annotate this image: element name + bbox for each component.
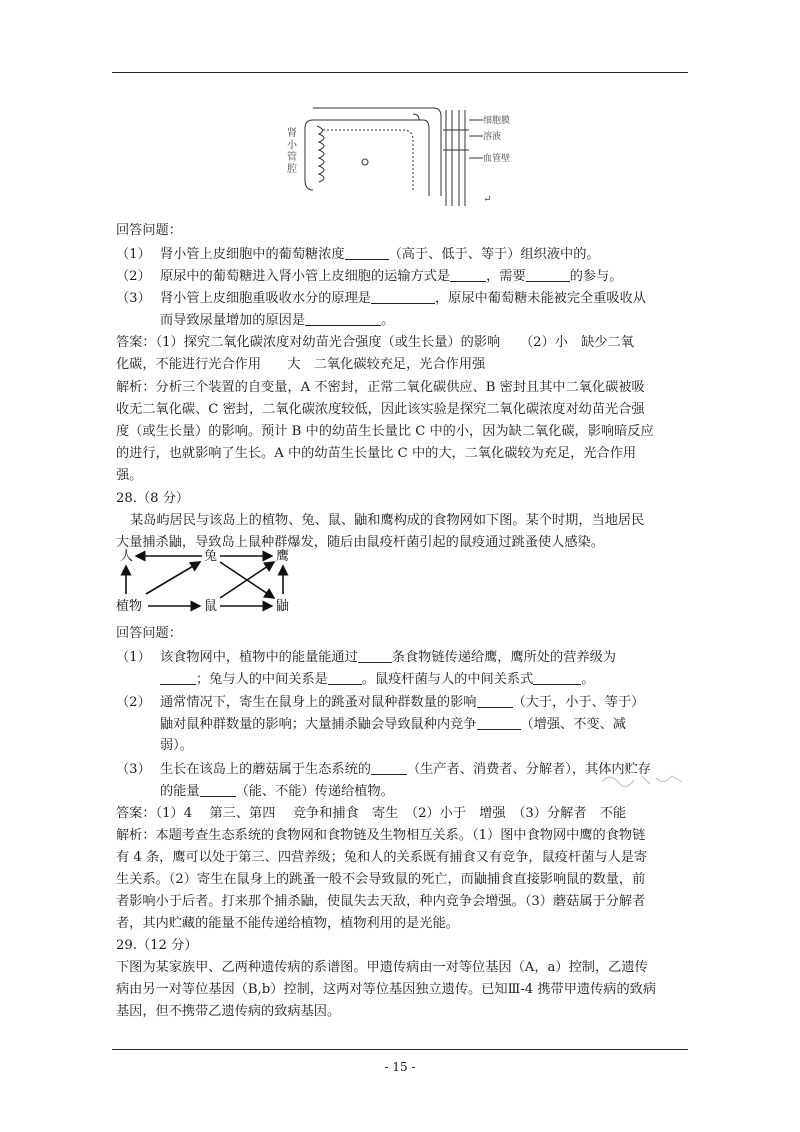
q27-item-1-text-b: （高于、低于、等于）组织液中的。: [388, 247, 600, 262]
q27-item-2-text-a: 原尿中的葡萄糖进入肾小管上皮细胞的运输方式是: [160, 269, 451, 284]
q28-blank-6[interactable]: [477, 715, 521, 730]
q28-item-2-text-a: 通常情况下，寄生在鼠身上的跳蚤对鼠种群数量的影响: [160, 695, 477, 710]
q29-header: 29.（12 分）: [116, 938, 198, 953]
figure-label-left-3: 腔: [287, 164, 297, 175]
q28-blank-3[interactable]: [328, 670, 362, 685]
q28-item-2: [116, 693, 644, 712]
q27-item-2: [116, 267, 622, 286]
q29-line-1: 下图为某家族甲、乙两种遗传病的系谱图。甲遗传病由一对等位基因（A，a）控制，乙遗传: [116, 960, 648, 975]
figure-label-right-1: 溶液: [483, 132, 502, 142]
page-number: - 15 -: [384, 1060, 416, 1074]
q28-item-3: [116, 760, 651, 779]
q28-item-1-text-a: 该食物网中，植物中的能量能通过: [160, 650, 358, 665]
q27-item-3: [116, 289, 646, 308]
q27-item-2-text-c: 的参与。: [569, 269, 623, 284]
q27-item-1-text-a: 肾小管上皮细胞中的葡萄糖浓度: [160, 247, 345, 262]
q28-item-1-number: （1）: [116, 650, 151, 665]
q29-line-3: 基因，但不携带乙遗传病的致病基因。: [116, 1004, 341, 1019]
figure-label-left-1: 小: [287, 140, 297, 151]
q28-item-1-text-c: ；兔与人的中间关系是: [196, 672, 328, 687]
q27-item-2-text-b: ，需要: [486, 269, 526, 284]
q27-item-3-text-d: 。: [381, 313, 395, 328]
q27-blank-2[interactable]: [450, 267, 486, 282]
q28-item-3-text-d: （能、不能）传递给植物。: [235, 784, 394, 799]
kidney-tubule-figure: [283, 100, 523, 210]
watermark-scribble: [598, 768, 688, 790]
food-web-figure: [116, 548, 306, 616]
q27-analysis-line-4: 的进行，也就影响了生长。A 中的幼苗生长量比 C 中的大，二氧化碳较为充足，光合作用: [116, 446, 637, 461]
q28-intro-line-2: 大量捕杀鼬，导致岛上鼠种群爆发，随后由鼠疫杆菌引起的鼠疫通过跳蚤使人感染。: [116, 535, 604, 550]
q28-item-1-cont: [160, 670, 595, 689]
q28-item-2-text-d: （增强、不变、减: [520, 717, 626, 732]
q28-prompt: 回答问题：: [116, 626, 182, 641]
q28-answer: 答案：（1）4 第三、第四 竞争和捕食 寄生 （2）小于 增强 （3）分解者 不能: [116, 806, 627, 821]
food-web-ren: 人: [120, 549, 134, 564]
q27-item-3-text-c: 而导致尿量增加的原因是: [160, 313, 306, 328]
q28-header: 28.（8 分）: [116, 491, 190, 506]
q28-analysis-line-1: 解析：本题考查生态系统的食物网和食物链及生物相互关系。（1）图中食物网中鹰的食物链: [116, 828, 646, 843]
food-web-ying: 鹰: [276, 549, 290, 564]
q28-item-2-cont: [160, 715, 626, 734]
q27-item-3-number: （3）: [116, 291, 151, 306]
q27-item-3-text-b: ，原尿中葡萄糖未能被完全重吸收从: [435, 291, 646, 306]
footer-rule: [112, 1049, 688, 1050]
q28-analysis-line-2: 有 4 条，鹰可以处于第三、四营养级；兔和人的关系既有捕食又有竞争，鼠疫杆菌与人是寄: [116, 850, 648, 865]
q28-analysis-line-4: 者影响小于后者。打来那个捕杀鼬，使鼠失去天敌，种内竞争会增强。（3）蘑菇属于分解者: [116, 894, 646, 909]
q28-item-2-end: 弱）。: [160, 738, 193, 753]
q28-blank-7[interactable]: [371, 760, 407, 775]
figure-label-left-2: 管: [287, 152, 297, 163]
food-web-shu: 鼠: [204, 599, 218, 614]
q28-item-3-text-b: （生产者、消费者、分解者），其体内贮存: [407, 762, 651, 777]
q28-blank-2[interactable]: [160, 670, 196, 685]
q28-item-3-text-a: 生长在该岛上的蘑菇属于生态系统的: [160, 762, 371, 777]
q29-line-2: 病由另一对等位基因（B,b）控制，这两对等位基因独立遗传。已知Ⅲ-4 携带甲遗传病的致病: [116, 982, 657, 997]
figure-label-right-0: 细胞膜: [483, 116, 511, 126]
q27-analysis-line-2: 收无二氧化碳、C 密封，二氧化碳浓度较低，因此该实验是探究二氧化碳浓度对幼苗光合强: [116, 402, 645, 417]
q27-blank-1[interactable]: [345, 245, 389, 260]
q28-analysis-line-3: 生关系。（2）寄生在鼠身上的跳蚤一般不会导致鼠的死亡，而鼬捕食直接影响鼠的数量，前: [116, 872, 646, 887]
q28-blank-5[interactable]: [477, 693, 513, 708]
q28-item-3-number: （3）: [116, 762, 151, 777]
return-mark-icon: ↵: [483, 194, 492, 205]
q27-prompt: 回答问题：: [116, 223, 182, 238]
q27-item-2-number: （2）: [116, 269, 151, 284]
q28-item-2-number: （2）: [116, 695, 151, 710]
q28-item-1-text-b: 条食物链传递给鹰，鹰所处的营养级为: [391, 650, 616, 665]
q28-item-1-text-d: 。鼠疫杆菌与人的中间关系式: [361, 672, 534, 687]
q28-analysis-line-5: 者，其内贮藏的能量不能传递给植物，植物利用的是光能。: [116, 916, 459, 931]
q28-item-3-text-c: 的能量: [160, 784, 200, 799]
q27-blank-5[interactable]: [305, 311, 381, 326]
food-web-tu: 兔: [204, 549, 218, 564]
q28-intro-line-1: 某岛屿居民与该岛上的植物、兔、鼠、鼬和鹰构成的食物网如下图。某个时期，当地居民: [130, 513, 645, 528]
q27-item-1: [116, 245, 600, 264]
q27-analysis-line-5: 强。: [116, 468, 143, 483]
q28-item-1-text-e: 。: [581, 672, 595, 687]
q28-item-1: [116, 648, 616, 667]
food-web-zhiwu: 植物: [116, 599, 143, 614]
q28-blank-1[interactable]: [358, 648, 392, 663]
q28-item-3-cont: [160, 782, 394, 801]
q28-blank-8[interactable]: [200, 782, 236, 797]
q27-answer-line-1: 答案：（1）探究二氧化碳浓度对幼苗光合强度（或生长量）的影响 （2）小 缺少二氧: [116, 335, 634, 350]
q28-item-2-text-c: 鼬对鼠种群数量的影响；大量捕杀鼬会导致鼠种内竞争: [160, 717, 477, 732]
q27-item-3-text-a: 肾小管上皮细胞重吸收水分的原理是: [160, 291, 371, 306]
q27-blank-4[interactable]: [371, 289, 435, 304]
figure-label-left-0: 肾: [287, 128, 297, 139]
q27-answer-line-2: 化碳，不能进行光合作用 大 二氧化碳较充足，光合作用强: [116, 357, 486, 372]
q28-item-2-text-b: （大于，小于、等于）: [512, 695, 645, 710]
figure-label-right-2: 血管壁: [483, 154, 511, 164]
q27-item-3-cont: [160, 311, 394, 330]
arrow-zhiwu-tu: [146, 562, 200, 594]
q28-blank-4[interactable]: [533, 670, 581, 685]
q27-analysis-line-3: 度（或生长量）的影响。预计 B 中的幼苗生长量比 C 中的小，因为缺二氧化碳，影响暗反应: [116, 424, 654, 439]
q27-item-1-number: （1）: [116, 247, 151, 262]
header-rule: [112, 72, 688, 73]
q27-blank-3[interactable]: [526, 267, 570, 282]
q27-analysis-line-1: 解析：分析三个装置的自变量，A 不密封，正常二氧化碳供应、B 密封且其中二氧化碳被吸: [116, 380, 645, 395]
food-web-you: 鼬: [276, 599, 290, 614]
